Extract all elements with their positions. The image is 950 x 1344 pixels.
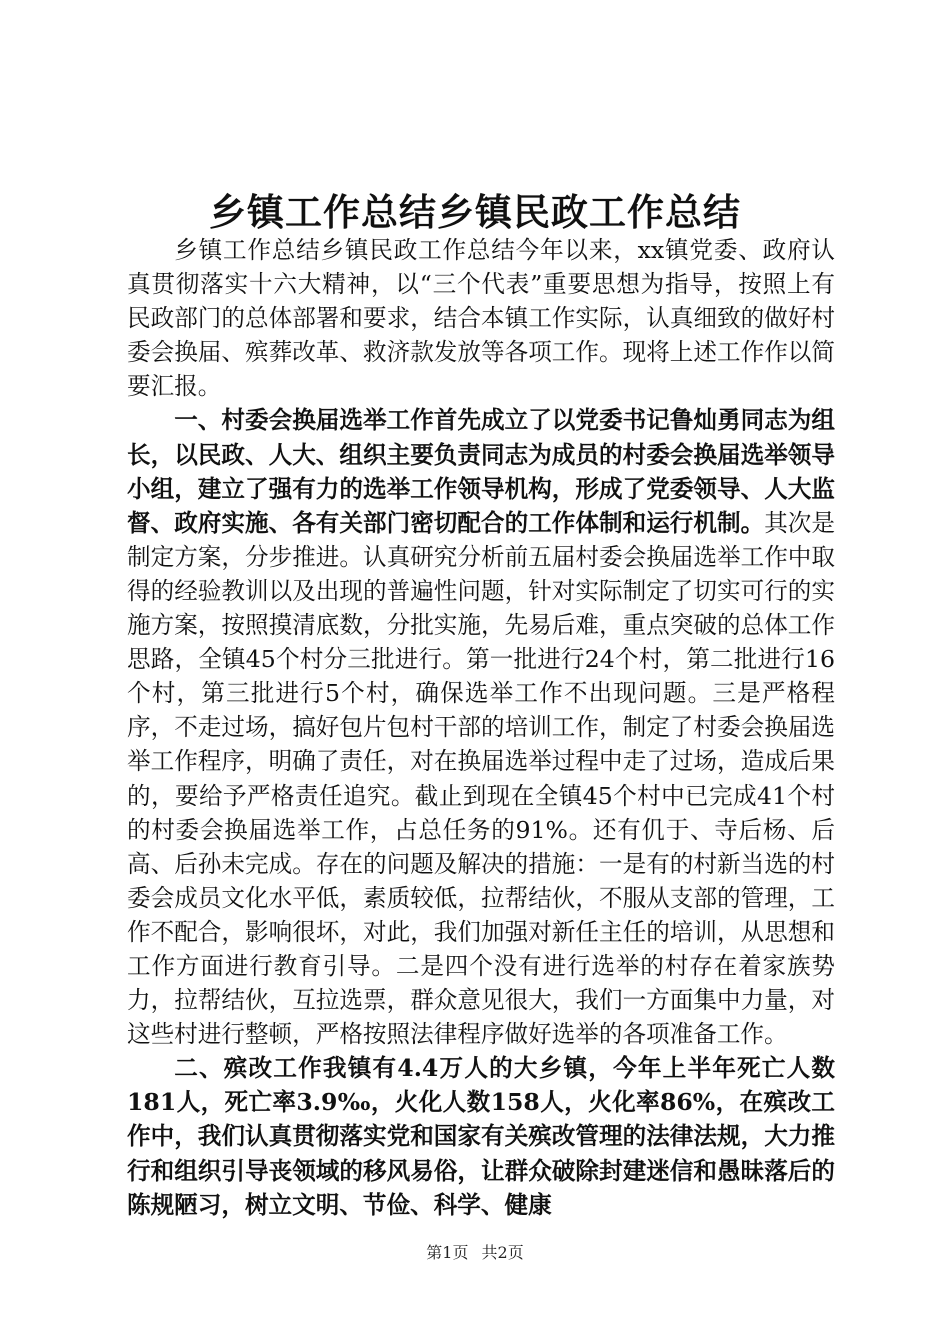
page-total: 共2页 (481, 1243, 524, 1262)
page-footer (0, 1240, 950, 1263)
page-number: 第1页 (426, 1243, 469, 1262)
paragraph-section-2 (127, 1051, 835, 1221)
section-heading-text: 二、殡改工作我镇有4.4万人的大乡镇，今年上半年死亡人数181人，死亡率3.9‰，火化人数158人，火化率86%，在殡改工作中，我们认真贯彻落实党和国家有关殡改管理的法律法规，大力推行和组织引导丧领域的移风易俗，让群众破除封建迷信和愚昧落后的陈规陋习，树立文明、节俭、科学、健康 (127, 1054, 835, 1219)
document-body (127, 233, 835, 1222)
paragraph-intro (127, 233, 835, 403)
section-heading-text: 一、村委会换届选举工作首先成立了以党委书记鲁灿勇同志为组长，以民政、人大、组织主要负责同志为成员的村委会换届选举领导小组，建立了强有力的选举工作领导机构，形成了党委领导、人大监督、政府实施、各有关部门密切配合的工作体制和运行机制。 (127, 406, 835, 537)
document-title: 乡镇工作总结乡镇民政工作总结 (209, 190, 741, 234)
paragraph-text: 乡镇工作总结乡镇民政工作总结今年以来，xx镇党委、政府认真贯彻落实十六大精神，以“三个代表”重要思想为指导，按照上有民政部门的总体部署和要求，结合本镇工作实际，认真细致的做好村委会换届、殡葬改革、救济款发放等各项工作。现将上述工作作以简要汇报。 (127, 236, 835, 401)
paragraph-text: 其次是制定方案，分步推进。认真研究分析前五届村委会换届选举工作中取得的经验教训以及出现的普遍性问题，针对实际制定了切实可行的实施方案，按照摸清底数，分批实施，先易后难，重点突破的总体工作思路，全镇45个村分三批进行。第一批进行24个村，第二批进行16个村，第三批进行5个村，确保选举工作不出现问题。三是严格程序，不走过场，搞好包片包村干部的培训工作，制定了村委会换届选举工作程序，明确了责任，对在换届选举过程中走了过场，造成后果的，要给予严格责任追究。截止到现在全镇45个村中已完成41个村的村委会换届选举工作，占总任务的91%。还有仉于、寺后杨、后高、后孙未完成。存在的问题及解决的措施：一是有的村新当选的村委会成员文化水平低，素质较低，拉帮结伙，不服从支部的管理，工作不配合，影响很坏，对此，我们加强对新任主任的培训，从思想和工作方面进行教育引导。二是四个没有进行选举的村存在着家族势力，拉帮结伙，互拉选票，群众意见很大，我们一方面集中力量，对这些村进行整顿，严格按照法律程序做好选举的各项准备工作。 (127, 508, 835, 1049)
paragraph-section-1 (127, 403, 835, 1051)
